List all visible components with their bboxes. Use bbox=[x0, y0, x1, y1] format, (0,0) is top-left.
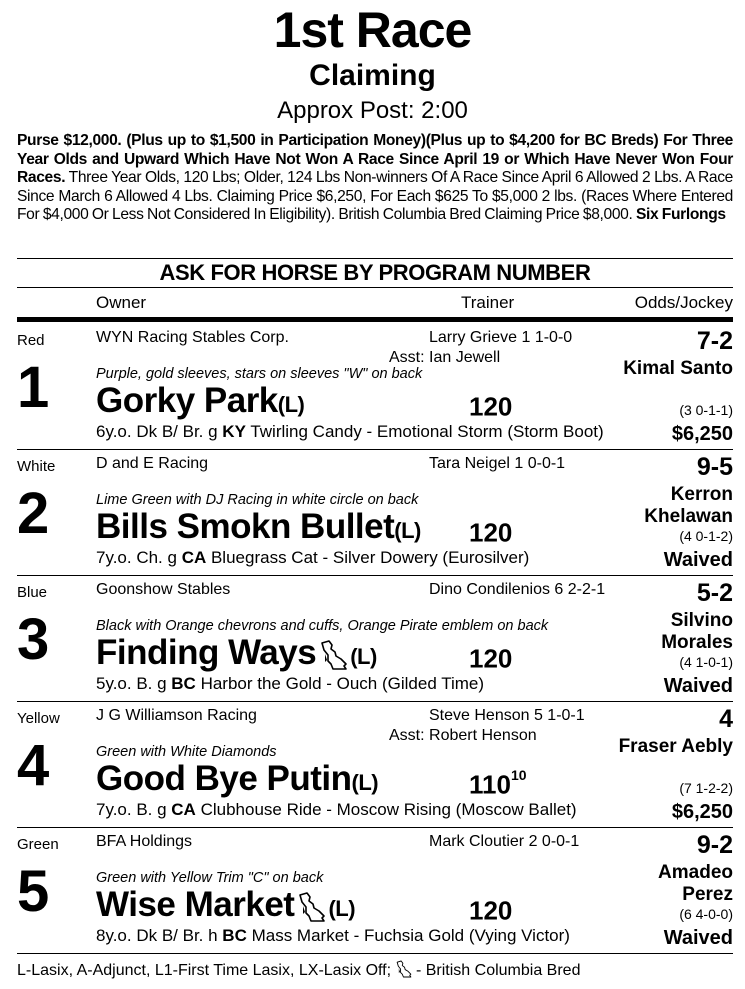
silks-description: Green with Yellow Trim "C" on back bbox=[96, 870, 324, 886]
pedigree-sire-dam: Harbor the Gold - Ouch (Gilded Time) bbox=[195, 674, 485, 693]
heavy-divider bbox=[17, 317, 733, 322]
horse-name-line bbox=[96, 632, 377, 678]
legend bbox=[17, 960, 580, 981]
weight bbox=[469, 511, 512, 549]
race-conditions bbox=[17, 132, 733, 225]
pedigree-state: KY bbox=[222, 422, 246, 441]
claiming-price: Waived bbox=[663, 927, 733, 949]
legend-bc-bred: - British Columbia Bred bbox=[411, 962, 581, 979]
pedigree-age-sex: 8y.o. Dk B/ Br. h bbox=[96, 926, 223, 945]
jockey-name: Kerron Khelawan bbox=[644, 484, 733, 527]
race-title: 1st Race bbox=[273, 2, 472, 58]
pedigree-state: CA bbox=[171, 800, 196, 819]
trainer-name: Tara Neigel 1 0-0-1 bbox=[429, 455, 566, 472]
pedigree-age-sex: 5y.o. B. g bbox=[96, 674, 172, 693]
program-number: 4 bbox=[17, 733, 50, 798]
horse-name: Gorky Park bbox=[96, 381, 278, 420]
medication: (L) bbox=[328, 896, 356, 921]
jockey-stats: (3 0-1-1) bbox=[679, 402, 733, 418]
morning-line-odds: 4 bbox=[719, 705, 733, 733]
assistant-trainer: Asst: Robert Henson bbox=[389, 727, 537, 744]
divider bbox=[17, 953, 733, 954]
medication: (L) bbox=[351, 770, 379, 795]
bc-bred-icon bbox=[396, 960, 412, 978]
morning-line-odds: 5-2 bbox=[696, 579, 733, 607]
program-number: 2 bbox=[17, 481, 50, 546]
conditions-body: Three Year Olds, 120 Lbs; Older, 124 Lbs Non-winners Of A Race Since April 6 Allowed 2 Lbs. A Race Since March 6 Allowed 4 Lbs. Claiming Price $6,250, For Each $625 To $5,000 2 lbs. (Races Where Entered For $4,000 Or Less Not Considered In Eligibility). British Columbia Bred Claiming Price $8,000. bbox=[17, 169, 733, 224]
jockey-name: Kimal Santo bbox=[623, 358, 733, 379]
saddle-cloth-color: Red bbox=[17, 332, 45, 349]
horse-name-line bbox=[96, 884, 355, 930]
owner-name: Goonshow Stables bbox=[96, 581, 231, 598]
horse-name-line bbox=[96, 506, 421, 552]
pedigree-state: BC bbox=[171, 674, 196, 693]
saddle-cloth-color: Blue bbox=[17, 584, 48, 601]
silks-description: Black with Orange chevrons and cuffs, Orange Pirate emblem on back bbox=[96, 618, 549, 634]
horse-name: Wise Market bbox=[96, 885, 295, 924]
pedigree-sire-dam: Twirling Candy - Emotional Storm (Storm Boot) bbox=[245, 422, 604, 441]
post-time: Approx Post: 2:00 bbox=[277, 97, 468, 124]
claiming-price: Waived bbox=[663, 675, 733, 697]
pedigree-age-sex: 7y.o. B. g bbox=[96, 800, 172, 819]
morning-line-odds: 7-2 bbox=[696, 327, 733, 355]
race-distance: Six Furlongs bbox=[635, 206, 726, 224]
odds-jockey-column-header: Odds/Jockey bbox=[634, 293, 733, 312]
weight bbox=[469, 385, 512, 423]
silks-description: Green with White Diamonds bbox=[96, 744, 277, 760]
pedigree bbox=[96, 800, 577, 820]
pedigree bbox=[96, 674, 484, 694]
horse-name: Finding Ways bbox=[96, 633, 317, 672]
pedigree-state: BC bbox=[222, 926, 247, 945]
medication: (L) bbox=[394, 518, 421, 543]
weight-value: 120 bbox=[469, 643, 513, 674]
bc-bred-icon bbox=[298, 892, 326, 922]
weight bbox=[469, 763, 527, 801]
pedigree-age-sex: 6y.o. Dk B/ Br. g bbox=[96, 422, 223, 441]
pedigree-sire-dam: Mass Market - Fuchsia Gold (Vying Victor) bbox=[246, 926, 570, 945]
jockey-stats: (4 1-0-1) bbox=[679, 654, 733, 670]
medication: (L) bbox=[350, 644, 377, 669]
program-number: 3 bbox=[17, 607, 50, 672]
claiming-price: $6,250 bbox=[671, 423, 733, 445]
weight-allowance: 10 bbox=[510, 767, 527, 783]
program-number-banner: ASK FOR HORSE BY PROGRAM NUMBER bbox=[17, 258, 733, 287]
pedigree-sire-dam: Clubhouse Ride - Moscow Rising (Moscow Ballet) bbox=[195, 800, 577, 819]
owner-column-header: Owner bbox=[96, 293, 147, 312]
pedigree bbox=[96, 548, 529, 568]
pedigree bbox=[96, 926, 570, 946]
morning-line-odds: 9-2 bbox=[696, 831, 733, 859]
pedigree-age-sex: 7y.o. Ch. g bbox=[96, 548, 182, 567]
weight-value: 120 bbox=[469, 517, 513, 548]
entry-row bbox=[17, 828, 733, 954]
conditions-intro: Purse $12,000. (Plus up to $1,500 in Participation Money)(Plus up to $4,200 for BC Breds) For Three Year Olds and Upward Which Have Not Won A Race Since April 19 or Which Have Never Won Four Races. bbox=[17, 132, 733, 187]
weight-value: 120 bbox=[469, 895, 513, 926]
assistant-trainer: Asst: Ian Jewell bbox=[389, 349, 501, 366]
owner-name: D and E Racing bbox=[96, 455, 209, 472]
weight-value: 110 bbox=[469, 769, 511, 800]
horse-name-line bbox=[96, 380, 304, 426]
trainer-name: Mark Cloutier 2 0-0-1 bbox=[429, 833, 580, 850]
entry-row bbox=[17, 576, 733, 702]
owner-name: BFA Holdings bbox=[96, 833, 193, 850]
trainer-name: Larry Grieve 1 1-0-0 bbox=[429, 329, 573, 346]
jockey-stats: (6 4-0-0) bbox=[679, 906, 733, 922]
claiming-price: Waived bbox=[663, 549, 733, 571]
jockey-stats: (4 0-1-2) bbox=[679, 528, 733, 544]
silks-description: Lime Green with DJ Racing in white circle on back bbox=[96, 492, 419, 508]
horse-name: Bills Smokn Bullet bbox=[96, 507, 395, 546]
owner-name: WYN Racing Stables Corp. bbox=[96, 329, 289, 346]
jockey-stats: (7 1-2-2) bbox=[679, 780, 733, 796]
entry-row bbox=[17, 324, 733, 450]
morning-line-odds: 9-5 bbox=[696, 453, 733, 481]
race-type: Claiming bbox=[309, 59, 436, 92]
medication: (L) bbox=[277, 392, 305, 417]
entry-row bbox=[17, 702, 733, 828]
program-number: 5 bbox=[17, 859, 50, 924]
claiming-price: $6,250 bbox=[671, 801, 733, 823]
trainer-name: Steve Henson 5 1-0-1 bbox=[429, 707, 585, 724]
pedigree-state: CA bbox=[181, 548, 207, 567]
trainer-name: Dino Condilenios 6 2-2-1 bbox=[429, 581, 606, 598]
bc-bred-icon bbox=[320, 640, 348, 670]
horse-name-line bbox=[96, 758, 378, 804]
jockey-name: Fraser Aebly bbox=[618, 736, 733, 757]
saddle-cloth-color: Yellow bbox=[17, 710, 60, 727]
program-number: 1 bbox=[17, 355, 50, 420]
weight bbox=[469, 889, 512, 927]
saddle-cloth-color: Green bbox=[17, 836, 59, 853]
weight bbox=[469, 637, 512, 675]
saddle-cloth-color: White bbox=[17, 458, 56, 475]
legend-medication: L-Lasix, A-Adjunct, L1-First Time Lasix, LX-Lasix Off; bbox=[17, 962, 396, 979]
trainer-column-header: Trainer bbox=[461, 293, 515, 312]
entry-row bbox=[17, 450, 733, 576]
pedigree-sire-dam: Bluegrass Cat - Silver Dowery (Eurosilver) bbox=[206, 548, 530, 567]
pedigree bbox=[96, 422, 604, 442]
jockey-name: Silvino Morales bbox=[661, 610, 733, 653]
jockey-name: Amadeo Perez bbox=[658, 862, 733, 905]
weight-value: 120 bbox=[469, 391, 513, 422]
horse-name: Good Bye Putin bbox=[96, 759, 352, 798]
owner-name: J G Williamson Racing bbox=[96, 707, 257, 724]
divider bbox=[17, 287, 733, 288]
silks-description: Purple, gold sleeves, stars on sleeves "W" on back bbox=[96, 366, 423, 382]
